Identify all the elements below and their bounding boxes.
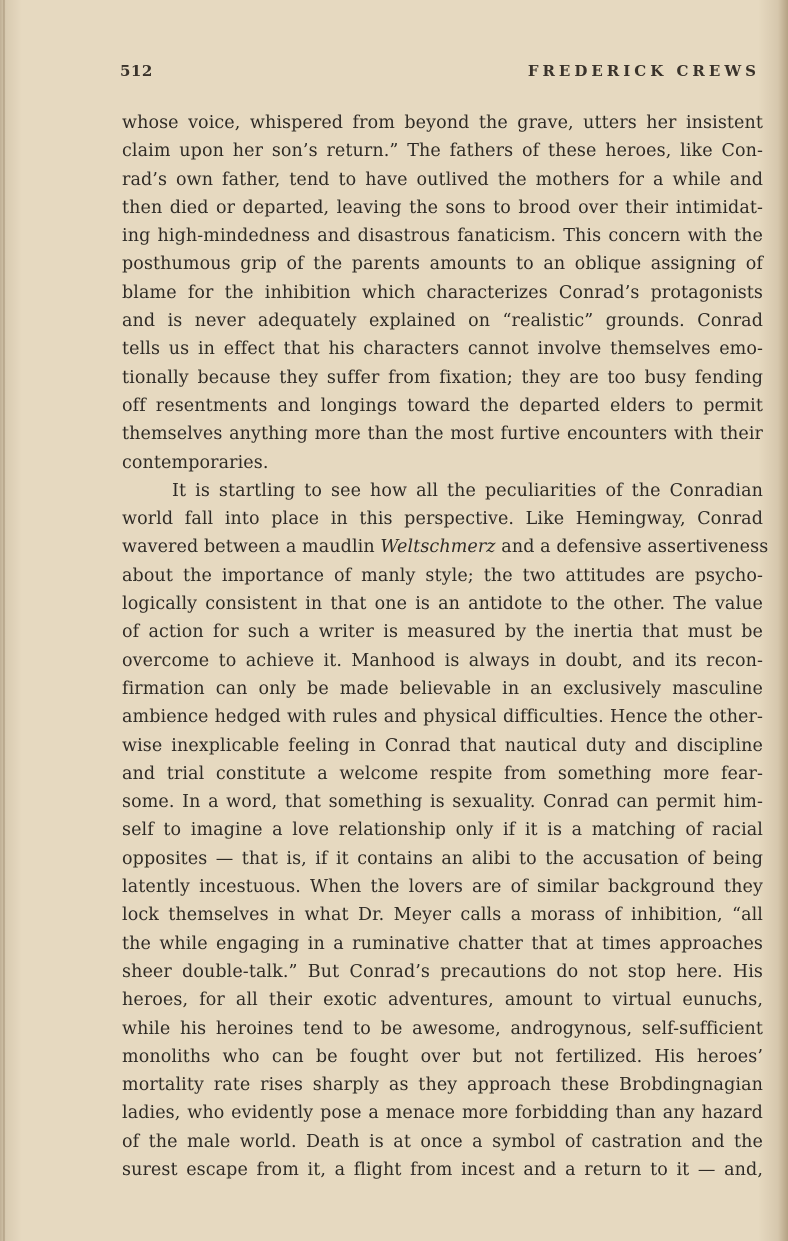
text-line: of the male world. Death is at once a symbol of castration and the — [122, 1131, 763, 1152]
text-line: while his heroines tend to be awesome, androgynous, self-sufficient — [122, 1018, 763, 1039]
text-line: lock themselves in what Dr. Meyer calls a morass of inhibition, “all — [122, 905, 763, 926]
text-line: firmation can only be made believable in an exclusively masculine — [122, 678, 763, 699]
text-line: sheer double-talk.” But Conrad’s precautions do not stop here. His — [122, 961, 763, 982]
running-head: FREDERICK CREWS — [527, 62, 760, 80]
text-line: ing high-mindedness and disastrous fanaticism. This concern with the — [122, 226, 763, 247]
text-fragment: wavered between a maudlin — [122, 537, 381, 558]
text-line: It is startling to see how all the peculiarities of the Conradian — [172, 480, 763, 501]
text-line: then died or departed, leaving the sons to brood over their intimidat- — [122, 197, 763, 218]
text-line: opposites — that is, if it contains an alibi to the accusation of being — [122, 848, 763, 869]
text-line: world fall into place in this perspective. Like Hemingway, Conrad — [122, 509, 763, 530]
text-line: surest escape from it, a flight from incest and a return to it — and, — [122, 1159, 763, 1180]
page-header — [120, 62, 760, 86]
text-line: some. In a word, that something is sexuality. Conrad can permit him- — [122, 792, 763, 813]
text-line: heroes, for all their exotic adventures, amount to virtual eunuchs, — [122, 990, 763, 1011]
text-line: mortality rate rises sharply as they approach these Brobdingnagian — [122, 1075, 763, 1096]
text-line: wise inexplicable feeling in Conrad that nautical duty and discipline — [122, 735, 763, 756]
text-line: and is never adequately explained on “realistic” grounds. Conrad — [122, 311, 763, 332]
paragraph — [122, 109, 763, 477]
text-line: and trial constitute a welcome respite from something more fear- — [122, 763, 763, 784]
text-line: self to imagine a love relationship only if it is a matching of racial — [122, 820, 763, 841]
text-line: tionally because they suffer from fixation; they are too busy fending — [122, 367, 763, 388]
text-line: logically consistent in that one is an antidote to the other. The value — [122, 594, 763, 615]
text-line: overcome to achieve it. Manhood is always in doubt, and its recon- — [122, 650, 763, 671]
text-line: of action for such a writer is measured by the inertia that must be — [122, 622, 763, 643]
text-line: the while engaging in a ruminative chatter that at times approaches — [122, 933, 763, 954]
text-line — [122, 533, 769, 561]
page-number: 512 — [120, 62, 153, 80]
text-line: claim upon her son’s return.” The fathers of these heroes, like Con- — [122, 141, 763, 162]
text-line: contemporaries. — [122, 452, 269, 473]
text-line: rad’s own father, tend to have outlived the mothers for a while and — [122, 169, 763, 190]
text-line: monoliths who can be fought over but not fertilized. His heroes’ — [122, 1046, 763, 1067]
paragraph — [122, 477, 769, 1184]
text-line: about the importance of manly style; the two attitudes are psycho- — [122, 565, 763, 586]
body-text — [122, 109, 769, 1184]
text-line: blame for the inhibition which characterizes Conrad’s protagonists — [122, 282, 763, 303]
italic-term: Weltschmerz — [380, 537, 496, 558]
text-line: latently incestuous. When the lovers are of similar background they — [122, 877, 763, 898]
text-line: off resentments and longings toward the departed elders to permit — [122, 395, 763, 416]
text-line: tells us in effect that his characters cannot involve themselves emo- — [122, 339, 763, 360]
text-line: themselves anything more than the most furtive encounters with their — [122, 424, 763, 445]
text-line: posthumous grip of the parents amounts to an oblique assigning of — [122, 254, 763, 275]
text-line: ladies, who evidently pose a menace more forbidding than any hazard — [122, 1103, 763, 1124]
page-spine-shadow — [3, 0, 5, 1241]
text-line: ambience hedged with rules and physical difficulties. Hence the other- — [122, 707, 763, 728]
text-fragment: and a defensive assertiveness — [495, 537, 769, 558]
text-line: whose voice, whispered from beyond the grave, utters her insistent — [122, 113, 763, 133]
